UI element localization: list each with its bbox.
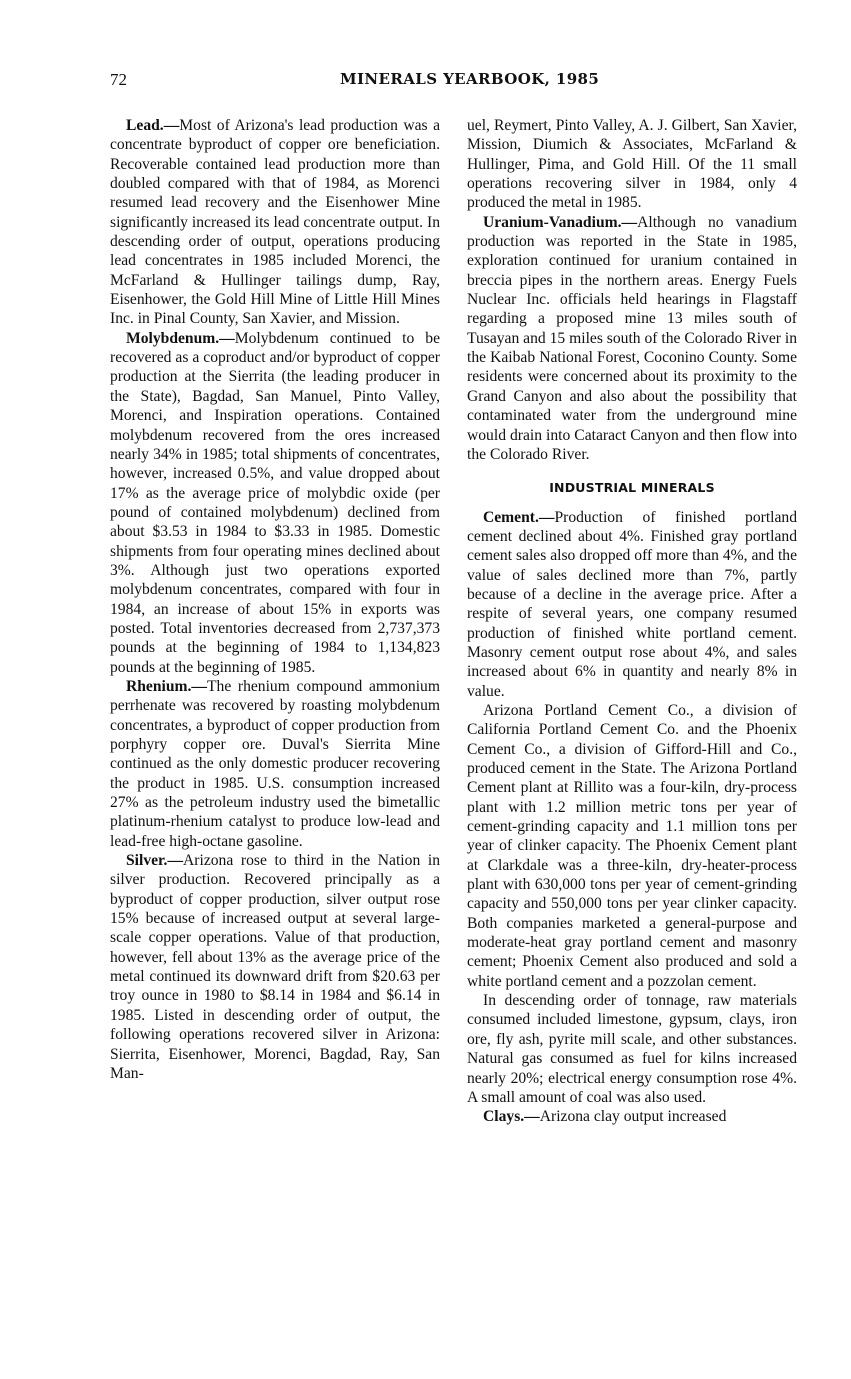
run-in-head-lead: Lead.— xyxy=(126,117,180,134)
paragraph-text: Although no vanadium production was reported in the State in 1985, exploration continued for uranium contained in breccia pipes in the northern areas. Energy Fuels Nuclear Inc. officials held hearings in Flagstaff regarding a proposed mine 13 miles south of Tusayan and 15 miles south of the Colorado River in the Kaibab National Forest, Coconino County. Some residents were concerned about its proximity to the Grand Canyon and also about the possibility that contaminated water from the underground mine would drain into Cataract Canyon and then flow into the Colorado River. xyxy=(467,213,797,463)
paragraph-text: Production of finished portland cement declined about 4%. Finished gray portland cement sales also dropped off more than 4%, and the value of sales declined more than 7%, partly because of a decline in the average price. After a respite of several years, one company resumed production of finished white portland cement. Masonry cement output rose about 4%, and sales increased about 6% in quantity and nearly 8% in value. xyxy=(467,508,797,700)
paragraph-rhenium xyxy=(110,677,440,851)
section-heading-industrial-minerals: INDUSTRIAL MINERALS xyxy=(549,480,715,496)
run-in-head-rhenium: Rhenium.— xyxy=(126,677,208,695)
paragraph-text: The rhenium compound ammonium perrhenate was recovered by roasting molybdenum concentrates, a byproduct of copper production from porphyry copper ore. Duval's Sierrita Mine continued as the only domestic producer recovering the product in 1985. U.S. consumption increased 27% as the petroleum industry used the bimetallic platinum-rhenium catalyst to produce low-lead and lead-free high-octane gasoline. xyxy=(110,677,440,850)
paragraph-cement xyxy=(467,508,797,701)
run-in-head-cement: Cement.— xyxy=(483,508,555,526)
paragraph-lead xyxy=(110,116,440,329)
paragraph-uranium-vanadium xyxy=(467,213,797,464)
paragraph-text: Arizona clay output increased xyxy=(539,1108,727,1126)
left-column xyxy=(110,116,440,1083)
paragraph-text: Molybdenum continued to be recovered as a coproduct and/or byproduct of copper production at the Sierrita (the leading producer in the State), Bagdad, San Manuel, Pinto Valley, Morenci, and Inspiration operations. Contained molybdenum recovered from the ores increased nearly 34% in 1985; total shipments of concentrates, however, increased 0.5%, and value dropped about 17% as the average price of molybdic oxide (per pound of contained molybdenum) declined from about $3.53 in 1984 to $3.33 in 1985. Domestic shipments from four operating mines declined about 3%. Although just two operations exported molybdenum concentrates, compared with four in 1984, an increase of about 15% in exports was posted. Total inventories decreased from 2,737,373 pounds at the beginning of 1984 to 1,134,823 pounds at the beginning of 1985. xyxy=(110,329,440,676)
right-column xyxy=(467,116,797,1127)
page-header xyxy=(110,70,810,94)
page-number: 72 xyxy=(110,70,127,89)
run-in-head-silver: Silver.— xyxy=(126,852,184,870)
run-in-head-molybdenum: Molybdenum.— xyxy=(126,329,235,347)
paragraph-arizona-portland: Arizona Portland Cement Co., a division of California Portland Cement Co. and the Phoenix Cement Co., a division of Gifford-Hill and Co., produced cement in the State. The Arizona Portland Cement plant at Rillito was a four-kiln, dry-process plant with 1.2 million metric tons per year of cement-grinding capacity and 1.1 million tons per year of clinker capacity. The Phoenix Cement plant at Clarkdale was a three-kiln, dry-heater-process plant with 630,000 tons per year of cement-grinding capacity and 550,000 tons per year clinker capacity. Both companies marketed a general-purpose and moderate-heat gray portland cement and masonry cement; Phoenix Cement also produced and sold a white portland cement and a pozzolan cement. xyxy=(467,701,797,990)
paragraph-text: Most of Arizona's lead production was a concentrate byproduct of copper ore beneficiation. Recoverable contained lead production more than doubled compared with that of 1984, as Morenci resumed lead recovery and the Eisenhower Mine significantly increased its lead concentrate output. In descending order of output, operations producing lead concentrates in 1985 included Morenci, the McFarland & Hullinger tailings dump, Ray, Eisenhower, the Gold Hill Mine of Little Hill Mines Inc. in Pinal County, San Xavier, and Mission. xyxy=(110,117,440,328)
paragraph-silver-continued: uel, Reymert, Pinto Valley, A. J. Gilbert, San Xavier, Mission, Diumich & Associates, McFarland & Hullinger, Pima, and Gold Hill. Of the 11 small operations recovering silver in 1984, only 4 produced the metal in 1985. xyxy=(467,117,797,212)
running-title: MINERALS YEARBOOK, 1985 xyxy=(340,70,600,88)
paragraph-silver xyxy=(110,851,440,1083)
paragraph-clays xyxy=(467,1107,797,1126)
run-in-head-clays: Clays.— xyxy=(483,1108,540,1126)
paragraph-raw-materials: In descending order of tonnage, raw materials consumed included limestone, gypsum, clays, iron ore, fly ash, pyrite mill scale, and other substances. Natural gas consumed as fuel for kilns increased nearly 20%; electrical energy consumption rose 4%. A small amount of coal was also used. xyxy=(467,992,797,1106)
paragraph-text: Arizona rose to third in the Nation in silver production. Recovered principally as a byproduct of copper production, silver output rose 15% because of increased output at several large-scale copper operations. Value of that production, however, fell about 13% as the average price of the metal continued its downward drift from $20.63 per troy ounce in 1980 to $8.14 in 1984 and $6.14 in 1985. Listed in descending order of output, the following operations recovered silver in Arizona: Sierrita, Eisenhower, Morenci, Bagdad, Ray, San Man- xyxy=(110,852,440,1082)
paragraph-molybdenum xyxy=(110,329,440,677)
run-in-head-uranium-vanadium: Uranium-Vanadium.— xyxy=(483,213,638,231)
